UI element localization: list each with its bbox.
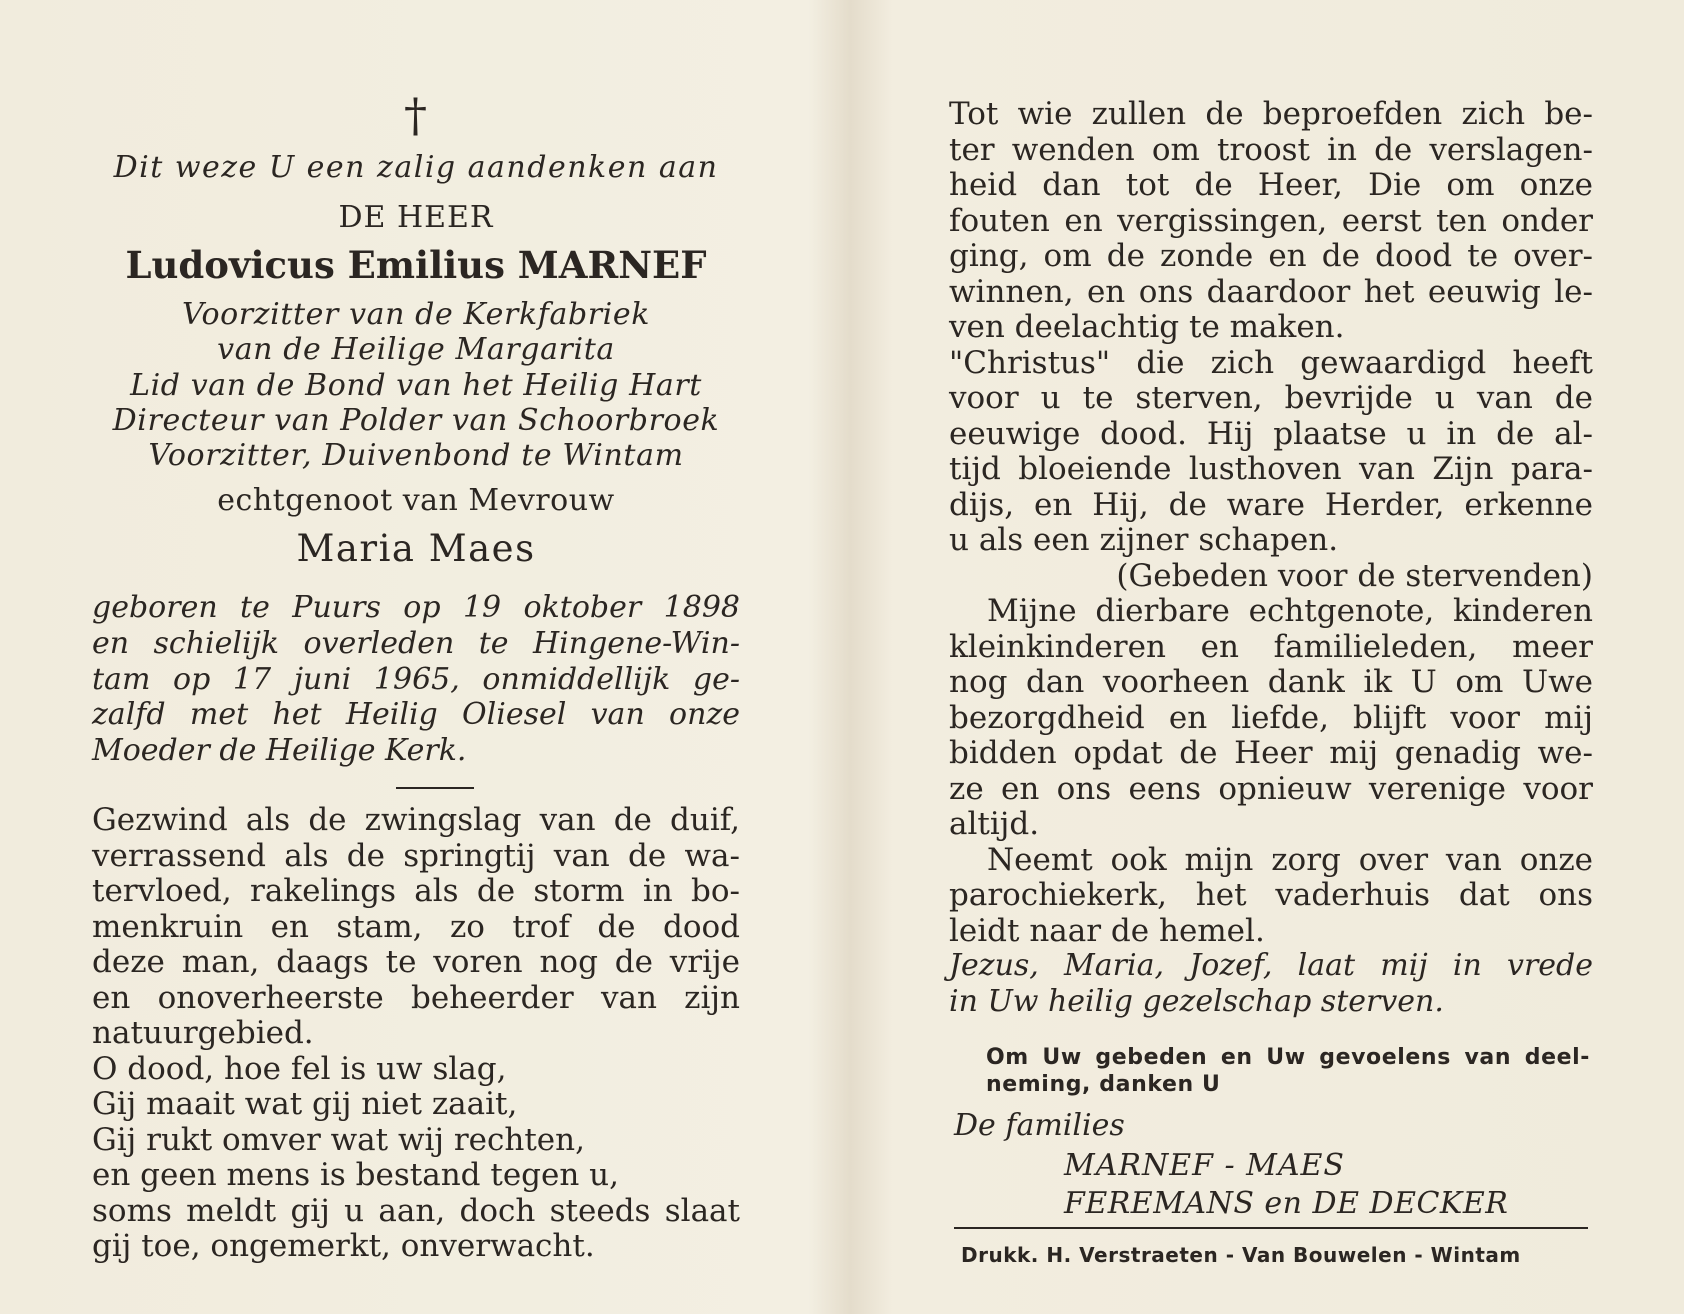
footer-rule: [954, 1227, 1588, 1229]
right-page: [949, 0, 1593, 1314]
poem-line: natuurgebied.: [92, 1015, 314, 1051]
separator-line: [396, 787, 474, 789]
cross-icon: †: [404, 88, 427, 142]
prayer-line: dijs, en Hij, de ware Herder, erkenne: [949, 487, 1593, 523]
bio-line: zalfd met het Heilig Oliesel van onze: [92, 697, 740, 732]
prayer-line: voor u te sterven, bevrijde u van de: [949, 380, 1593, 416]
invocation-line: Jezus, Maria, Jozef, laat mij in vrede: [949, 948, 1593, 983]
poem-line: verrassend als de springtij van de wa-: [92, 838, 740, 874]
farewell-line: ze en ons eens opnieuw verenige voor: [949, 771, 1593, 807]
function-line: Voorzitter, Duivenbond te Wintam: [148, 438, 684, 473]
poem-line: soms meldt gij u aan, doch steeds slaat: [92, 1193, 740, 1229]
bio-line: Moeder de Heilige Kerk.: [92, 733, 467, 768]
farewell-line: parochiekerk, het vaderhuis dat ons: [949, 877, 1593, 913]
poem-line: O dood, hoe fel is uw slag,: [92, 1051, 507, 1087]
prayer-line: ven deelachtig te maken.: [949, 309, 1345, 345]
bio-line: en schielijk overleden te Hingene-Win-: [92, 626, 740, 661]
spouse-name: Maria Maes: [296, 527, 536, 570]
farewell-line: Mijne dierbare echtgenote, kinderen: [987, 593, 1593, 629]
farewell-line: Neemt ook mijn zorg over van onze: [987, 842, 1593, 878]
farewell-line: kleinkinderen en familieleden, meer: [949, 629, 1593, 665]
farewell-line: altijd.: [949, 806, 1040, 842]
poem-line: en geen mens is bestand tegen u,: [92, 1157, 619, 1193]
prayer-line: heid dan tot de Heer, Die om onze: [949, 167, 1593, 203]
family-name: MARNEF - MAES: [1064, 1148, 1345, 1183]
function-line: Directeur van Polder van Schoorbroek: [112, 403, 720, 438]
prayer-line: Tot wie zullen de beproefden zich be-: [949, 96, 1593, 132]
title-line: DE HEER: [338, 200, 494, 235]
function-line: Lid van de Bond van het Heilig Hart: [130, 368, 702, 403]
prayer-line: fouten en vergissingen, eerst ten onder: [949, 203, 1593, 239]
farewell-line: nog dan voorheen dank ik U om Uwe: [949, 664, 1593, 700]
deceased-name: Ludovicus Emilius MARNEF: [125, 243, 707, 287]
prayer-line: "Christus" die zich gewaardigd heeft: [949, 345, 1593, 381]
thanks-line: neming, danken U: [986, 1072, 1221, 1097]
poem-line: Gij maait wat gij niet zaait,: [92, 1086, 518, 1122]
prayer-line: tijd bloeiende lusthoven van Zijn para-: [949, 451, 1593, 487]
poem-line: Gezwind als de zwingslag van de duif,: [92, 802, 740, 838]
poem-line: tervloed, rakelings als de storm in bo-: [92, 873, 740, 909]
prayer-line: ging, om de zonde en de dood te over-: [949, 238, 1593, 274]
prayer-line: winnen, en ons daardoor het eeuwig le-: [949, 274, 1593, 310]
spouse-intro: echtgenoot van Mevrouw: [217, 483, 615, 518]
farewell-line: bezorgdheid en liefde, blijft voor mij: [949, 700, 1593, 736]
thanks-line: Om Uw gebeden en Uw gevoelens van deel-: [986, 1045, 1590, 1070]
left-page: [92, 0, 740, 1314]
poem-line: gij toe, ongemerkt, onverwacht.: [92, 1228, 595, 1264]
poem-line: deze man, daags te voren nog de vrije: [92, 944, 740, 980]
bio-line: tam op 17 juni 1965, onmiddellijk ge-: [92, 662, 740, 697]
function-line: van de Heilige Margarita: [217, 332, 615, 367]
intro-line: Dit weze U een zalig aandenken aan: [113, 150, 719, 185]
bio-line: geboren te Puurs op 19 oktober 1898: [92, 590, 740, 625]
families-intro: De families: [954, 1108, 1125, 1143]
prayer-line: ter wenden om troost in de verslagen-: [949, 132, 1593, 168]
prayer-line: u als een zijner schapen.: [949, 522, 1339, 558]
prayer-line: eeuwige dood. Hij plaatse u in de al-: [949, 416, 1593, 452]
function-line: Voorzitter van de Kerkfabriek: [181, 297, 651, 332]
printer-line: Drukk. H. Verstraeten - Van Bouwelen - Wintam: [961, 1243, 1521, 1267]
invocation-line: in Uw heilig gezelschap sterven.: [949, 984, 1444, 1019]
poem-line: Gij rukt omver wat wij rechten,: [92, 1122, 585, 1158]
farewell-line: leidt naar de hemel.: [949, 913, 1265, 949]
farewell-line: bidden opdat de Heer mij genadig we-: [949, 735, 1593, 771]
prayer-source: (Gebeden voor de stervenden): [1116, 558, 1593, 594]
poem-line: menkruin en stam, zo trof de dood: [92, 909, 740, 945]
poem-line: en onoverheerste beheerder van zijn: [92, 980, 740, 1016]
family-name: FEREMANS en DE DECKER: [1064, 1186, 1509, 1221]
